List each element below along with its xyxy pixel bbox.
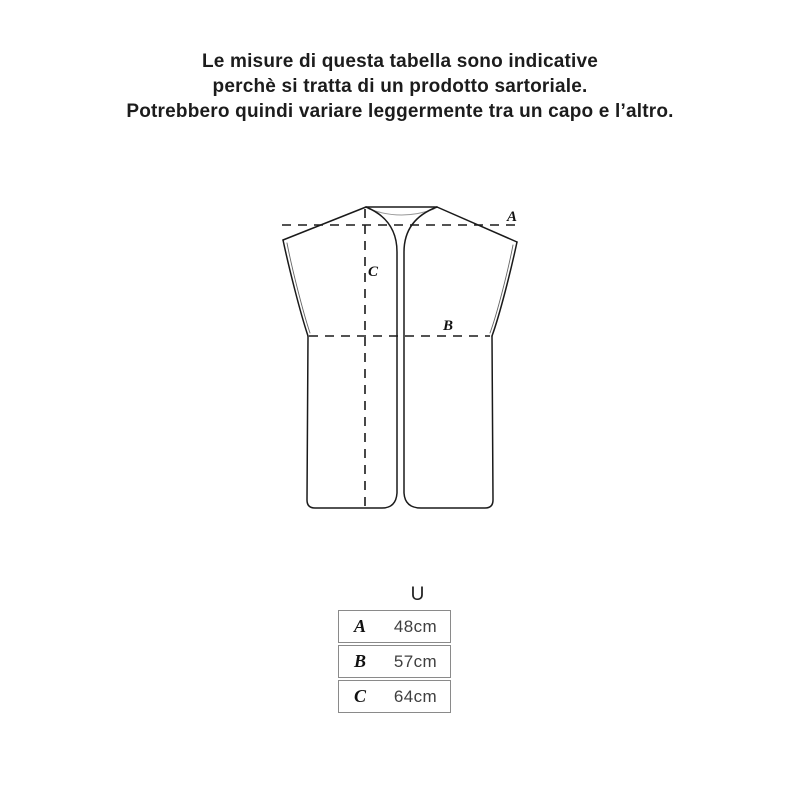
disclaimer-line-3: Potrebbero quindi variare leggermente tra un capo e l’altro.	[126, 101, 674, 122]
measurement-lines	[282, 209, 518, 507]
size-row-label: A	[353, 616, 366, 636]
size-row-value: 64cm	[393, 686, 438, 706]
garment-diagram	[255, 193, 545, 523]
disclaimer-line-2: perchè si tratta di un prodotto sartoriale.	[212, 76, 588, 97]
size-row-value: 57cm	[393, 651, 438, 671]
size-row-label: C	[353, 686, 366, 706]
size-row-value: 48cm	[393, 616, 438, 636]
vest-armhole-right	[492, 242, 517, 336]
vest-armhole-left	[283, 240, 308, 336]
diagram-label-a: A	[507, 209, 518, 225]
vest-shoulder-left	[283, 207, 366, 240]
size-table-row-c	[338, 680, 451, 713]
disclaimer-line-1: Le misure di questa tabella sono indicative	[201, 51, 599, 72]
size-table-row-b	[338, 645, 451, 678]
size-table	[338, 610, 451, 715]
size-row-label: B	[353, 651, 366, 671]
vest-armhole-left-inner	[287, 243, 310, 333]
size-table-row-a	[338, 610, 451, 643]
vest-right-panel	[404, 207, 493, 508]
vest-left-panel	[307, 207, 397, 508]
diagram-label-c: C	[368, 264, 379, 280]
vest-outline	[283, 207, 517, 508]
vest-armhole-right-inner	[490, 245, 513, 333]
size-column-header: U	[410, 584, 425, 605]
disclaimer	[0, 49, 800, 124]
diagram-label-b: B	[443, 318, 454, 334]
